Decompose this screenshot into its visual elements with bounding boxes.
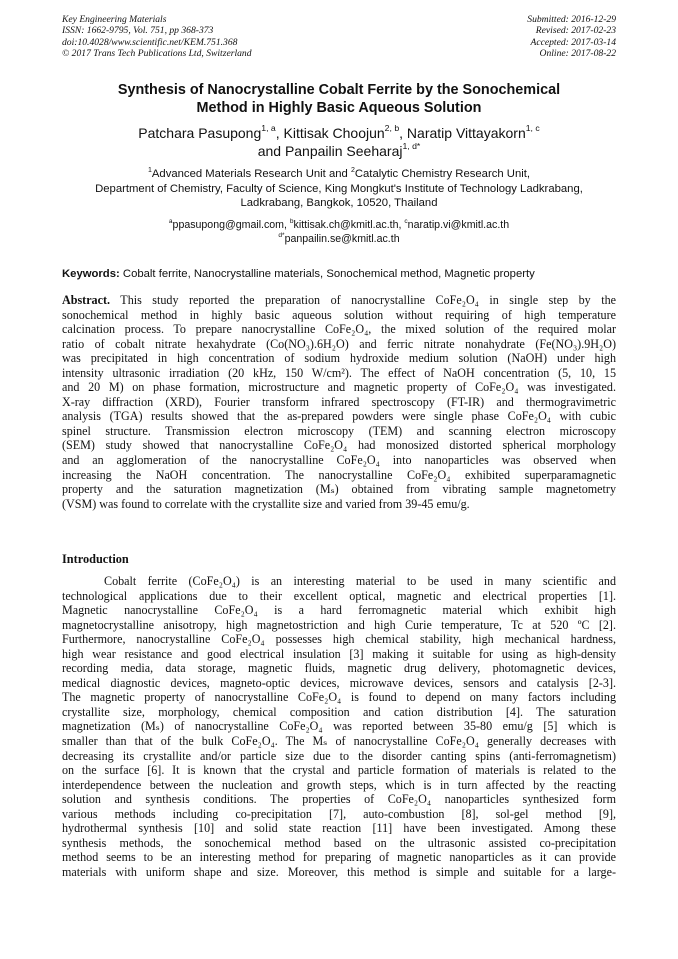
email-link[interactable]: panpailin.se@kmitl.ac.th	[284, 233, 400, 245]
intro-line: The magnetic property of nanocrystalline CoFe₂O₄ is found to depend on many factors including	[62, 690, 616, 705]
journal-issn: ISSN: 1662-9795, Vol. 751, pp 368-373	[62, 25, 214, 37]
email-link[interactable]: naratip.vi@kmitl.ac.th	[407, 219, 510, 231]
author-name: Panpailin Seeharaj	[284, 143, 403, 159]
abstract-line: increasing the NaOH concentration. The nanocrystalline CoFe₂O₄ exhibited superparamagnetic	[62, 467, 616, 482]
affiliation-text: Catalytic Chemistry Research Unit,	[354, 168, 531, 180]
section-heading-introduction: Introduction	[62, 552, 129, 566]
author-name: Naratip Vittayakorn	[406, 125, 526, 141]
abstract-line: and 20 M) on phase formation, microstructure and magnetic property of CoFe₂O₄ was investigated.	[62, 380, 616, 395]
intro-line: solution and synthesis conditions. The properties of CoFe₂O₄ nanoparticles synthesized form	[62, 792, 616, 807]
intro-line: Magnetic nanocrystalline CoFe₂O₄ is a hard ferromagnetic material which exhibit high	[62, 603, 616, 618]
author-separator: ,	[275, 125, 284, 141]
affiliation-line: Department of Chemistry, Faculty of Science, King Mongkut's Institute of Technology Ladkrabang,	[95, 182, 583, 195]
abstract-line	[62, 293, 616, 308]
abstract-line: calcination process. To prepare nanocrystalline CoFe₂O₄, the mixed solution of the required molar	[62, 322, 616, 337]
intro-line: magnetization (Mₛ) of nanocrystalline CoFe₂O₄ was reported between 35-80 emu/g [5] which is	[62, 719, 616, 734]
intro-line: synthesis methods, the sonochemical method based on the ultrasonic assisted co-precipitation	[62, 835, 616, 850]
author-separator: ,	[399, 125, 407, 141]
intro-line: Furthermore, nanocrystalline CoFe₂O₄ possesses high chemical stability, high mechanical hardness,	[62, 632, 616, 647]
intro-line: high wear resistance and good electrical insulation [3] making it suitable for using as high-density	[62, 646, 616, 661]
author-conjunction: and	[257, 143, 285, 159]
email-mark: a	[168, 217, 173, 225]
journal-copyright: © 2017 Trans Tech Publications Ltd, Switzerland	[62, 47, 252, 59]
author-emails	[40, 218, 638, 246]
author-name: Patchara Pasupong	[138, 125, 262, 141]
intro-line: decreasing its crystallite and/or particle size due to the disorder canting spins (anti-ferromagnetism)	[62, 748, 616, 763]
email-line	[40, 218, 638, 232]
keywords	[62, 267, 622, 281]
abstract-text: This study reported the preparation of nanocrystalline CoFe₂O₄ in single step by the	[110, 293, 616, 307]
abstract-line: X-ray diffraction (XRD), Fourier transform infrared spectroscopy (FT-IR) and thermogravimetric	[62, 394, 616, 409]
affiliation-text: Advanced Materials Research Unit and	[151, 168, 351, 180]
date-accepted: Accepted: 2017-03-14	[530, 36, 616, 48]
affiliation-line: Ladkrabang, Bangkok, 10520, Thailand	[240, 197, 438, 209]
author-name: Kittisak Choojun	[283, 125, 385, 141]
intro-line: smaller than that of the bulk CoFe₂O₄. The Mₛ of nanocrystalline CoFe₂O₄ generally decreases with	[62, 734, 616, 749]
email-mark: c	[404, 217, 408, 225]
keywords-text: Cobalt ferrite, Nanocrystalline materials, Sonochemical method, Magnetic property	[119, 268, 535, 280]
affiliations	[40, 167, 638, 211]
author-affiliation-mark: 1, d*	[402, 141, 421, 152]
email-mark: b	[289, 217, 294, 225]
email-link[interactable]: kittisak.ch@kmitl.ac.th,	[293, 219, 405, 231]
intro-line: medical diagnostic devices, magneto-optic devices, microwave devices, sensors and catalysis [2-3].	[62, 675, 616, 690]
author-affiliation-mark: 1, a	[261, 123, 276, 134]
introduction-body	[62, 574, 616, 879]
author-affiliation-mark: 2, b	[384, 123, 400, 134]
date-revised: Revised: 2017-02-23	[535, 25, 616, 37]
intro-line: crystallite size, morphology, chemical composition and cation distribution [4]. The saturation	[62, 704, 616, 719]
abstract-label: Abstract.	[62, 293, 111, 307]
author-list	[40, 124, 638, 160]
intro-line: materials with uniform shape and size. Moreover, this method is simple and suitable for a large-	[62, 864, 616, 879]
abstract-line: property and the saturation magnetization (Mₛ) obtained from vibrating sample magnetometry	[62, 482, 616, 497]
author-line	[40, 124, 638, 142]
author-line	[40, 142, 638, 160]
dates-header	[527, 14, 616, 59]
abstract-line: analysis (TGA) results showed that the as-prepared powders were single phase CoFe₂O₄ with cubic	[62, 409, 616, 424]
date-online: Online: 2017-08-22	[539, 47, 616, 59]
affiliation-mark: 1	[147, 166, 152, 174]
email-line	[40, 232, 638, 246]
intro-line: Cobalt ferrite (CoFe₂O₄) is an interesting material to be used in many scientific and	[104, 574, 616, 588]
intro-line: various methods including co-precipitation [7], auto-combustion [8], sol-gel method [9],	[62, 806, 616, 821]
date-submitted: Submitted: 2016-12-29	[527, 14, 616, 25]
abstract-line: (VSM) was found to correlate with the crystallite size and varied from 39-45 emu/g.	[62, 496, 470, 511]
intro-line: technological applications due to their excellent optical, magnetic and electrical properties [1].	[62, 588, 616, 603]
title-line: Method in Highly Basic Aqueous Solution	[196, 100, 482, 116]
affiliation-line	[40, 167, 638, 182]
abstract	[62, 293, 616, 511]
abstract-line: intensity ultrasonic irradiation (20 kHz, 150 W/cm²). The effect of NaOH concentration (5, 10, 15	[62, 365, 616, 380]
intro-line: magnetocrystalline anisotropy, high magnetostriction and high Curie temperature, Tc at 520 ºC [2].	[62, 617, 616, 632]
abstract-line: ratio of cobalt nitrate hexahydrate (Co(NO₃).6H₂O) and ferric nitrate nonahydrate (Fe(NO₃).9H₂O)	[62, 336, 616, 351]
keywords-label: Keywords:	[62, 268, 120, 280]
abstract-line: (SEM) study showed that nanocrystalline CoFe₂O₄ had monosized distorted spherical morphology	[62, 438, 616, 453]
intro-line: interdependence between the nucleation and growth steps, which is in turn affected by the reacting	[62, 777, 616, 792]
journal-doi[interactable]: doi:10.4028/www.scientific.net/KEM.751.368	[62, 36, 238, 48]
journal-header	[62, 14, 252, 59]
paper-title	[40, 81, 638, 117]
abstract-line: and an agglomeration of the nanocrystalline CoFe₂O₄ into nanoparticles was observed when	[62, 453, 616, 468]
author-affiliation-mark: 1, c	[525, 123, 540, 134]
email-link[interactable]: ppasupong@gmail.com,	[172, 219, 290, 231]
email-mark: d*	[278, 231, 285, 239]
abstract-line: sonochemical method in highly basic aqueous solution without requiring of high temperature	[62, 307, 616, 322]
intro-line: method seems to be an interesting method for preparing of magnetic nanoparticles as it can provide	[62, 850, 616, 865]
title-line: Synthesis of Nanocrystalline Cobalt Ferrite by the Sonochemical	[117, 82, 561, 98]
abstract-line: spinel structure. Transmission electron microscopy (TEM) and scanning electron microscopy	[62, 423, 616, 438]
affiliation-mark: 2	[350, 166, 355, 174]
journal-name: Key Engineering Materials	[62, 14, 167, 25]
abstract-line: was precipitated in high concentration of sodium hydroxide medium solution (NaOH) under high	[62, 351, 616, 366]
intro-line: hydrothermal synthesis [10] and solid state reaction [11] have been investigated. Among these	[62, 821, 616, 836]
intro-line: on the surface [6]. It is known that the crystal and particle formation of materials is related to the	[62, 763, 616, 778]
intro-line: recording media, data storage, magnetic fluids, magnetic drug delivery, photomagnetic devices,	[62, 661, 616, 676]
